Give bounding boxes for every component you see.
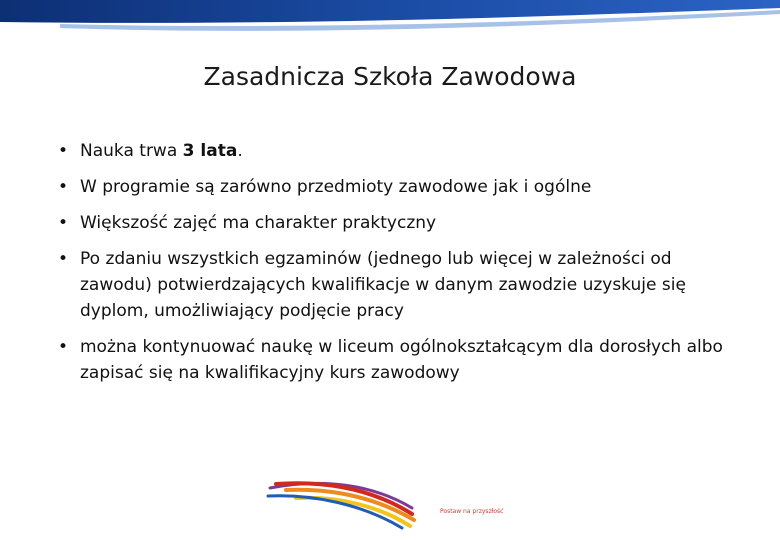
- bullet-list: [55, 138, 745, 396]
- page-title: Zasadnicza Szkoła Zawodowa: [203, 62, 577, 91]
- logo-swoosh-icon: [262, 470, 422, 530]
- bullet-text-suffix: .: [237, 141, 243, 161]
- bullet-item: • Większość zajęć ma charakter praktyczny: [55, 210, 745, 236]
- bullet-item: [55, 138, 745, 164]
- top-banner: [0, 0, 780, 40]
- bullet-item: • W programie są zarówno przedmioty zawodowe jak i ogólne: [55, 174, 745, 200]
- bullet-item: • można kontynuować naukę w liceum ogólnokształcącym dla dorosłych albo zapisać się na kwalifikacyjny kurs zawodowy: [55, 334, 745, 386]
- bullet-text: Nauka trwa: [80, 141, 183, 161]
- bullet-item: • Po zdaniu wszystkich egzaminów (jednego lub więcej w zależności od zawodu) potwierdzających kwalifikacje w danym zawodzie uzyskuje się dyplom, umożliwiający podjęcie pracy: [55, 246, 745, 324]
- bullet-bold-text: 3 lata: [182, 141, 238, 161]
- logo-caption: Postaw na przyszłość: [440, 508, 504, 515]
